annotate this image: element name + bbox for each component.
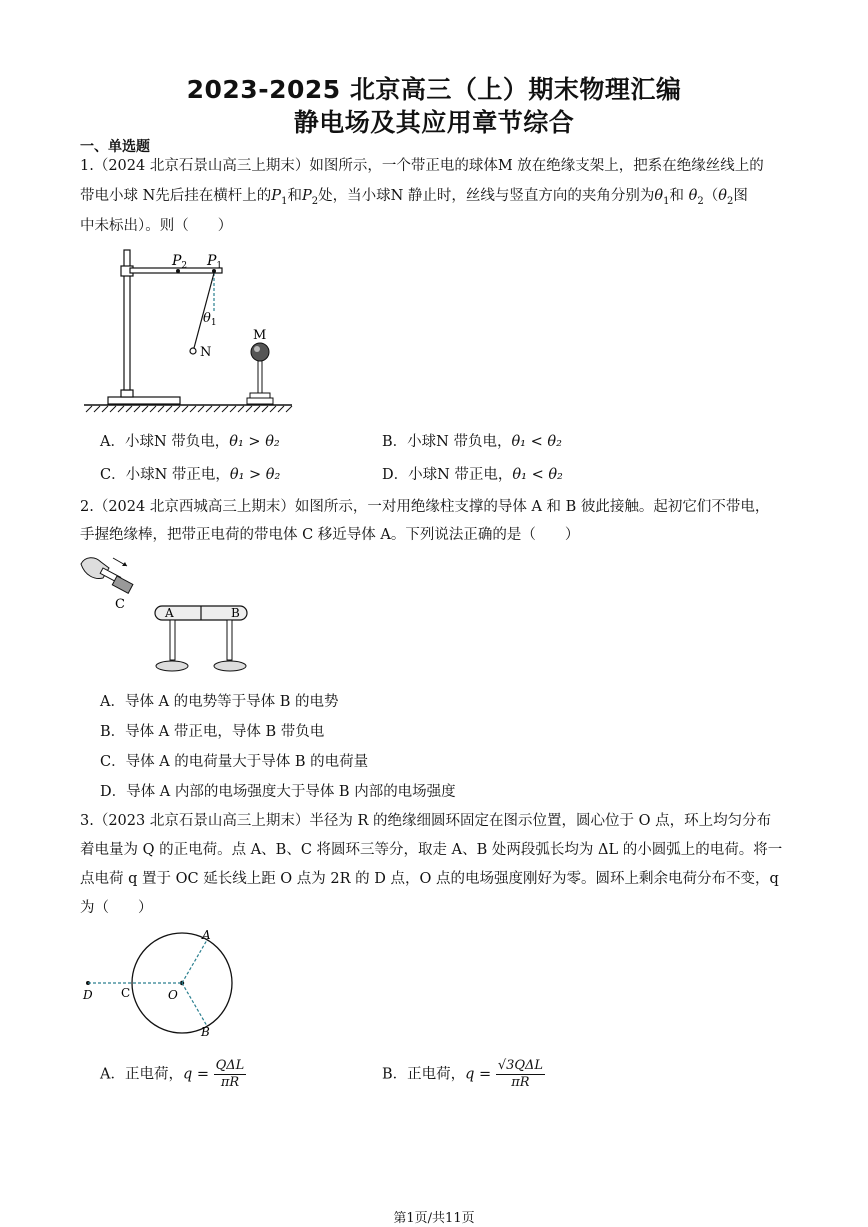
sphere-m — [251, 343, 269, 361]
ground-hatch — [86, 406, 292, 412]
label-o: O — [168, 988, 178, 1002]
charged-body-c — [112, 576, 133, 593]
q1-text-e: （ — [703, 188, 719, 204]
sphere-foot — [247, 398, 273, 404]
point-p1 — [212, 269, 216, 273]
page-footer: 第1页/共11页 — [393, 1211, 475, 1226]
label-n: N — [200, 345, 212, 360]
sphere-highlight — [254, 346, 260, 352]
q1-text-c: 处，当小球N 静止时，丝线与竖直方向的夹角分别为 — [318, 188, 655, 204]
label-m: M — [253, 328, 267, 343]
ball-n — [190, 348, 196, 354]
q3-line3: 点电荷 q 置于 OC 延长线上距 O 点为 2R 的 D 点，O 点的电场强度刚好为零。圆环上剩余电荷分布不变，q — [80, 871, 779, 887]
q3-line1: 3.（2023 北京石景山高三上期末）半径为 R 的绝缘细圆环固定在图示位置，圆心位于 O 点，环上均匀分布 — [80, 813, 772, 829]
q1-option-d[interactable]: D．小球N 带正电，θ₁ < θ₂ — [382, 467, 563, 483]
page-title: 2023-2025 北京高三（上）期末物理汇编 — [186, 75, 682, 104]
q2-line1: 2.（2024 北京西城高三上期末）如图所示，一对用绝缘柱支撑的导体 A 和 B 彼此接触。起初它们不带电， — [80, 499, 770, 515]
q3-line4: 为（ ） — [80, 900, 153, 916]
label-a: A — [165, 606, 174, 620]
q1-line1: 1.（2024 北京石景山高三上期末）如图所示，一个带正电的球体M 放在绝缘支架上，把系在绝缘丝线上的 — [80, 158, 764, 174]
q3-option-b[interactable]: B．正电荷，q = $\frac{\text{√3QΔL}}{\pi R}$ — [382, 1058, 544, 1090]
label-b: B — [201, 1025, 210, 1039]
q1-figure — [80, 240, 300, 418]
label-p1: $P_1$ — [207, 253, 223, 271]
q2-line2: 手握绝缘棒，把带正电荷的带电体 C 移近导体 A。下列说法正确的是（ ） — [80, 527, 580, 543]
section-heading: 一、单选题 — [80, 139, 150, 155]
fraction-b: $\frac{\text{√3QΔL}}{\pi R}$ — [497, 1058, 544, 1090]
q3-option-a[interactable]: A．正电荷，q = $\frac{\text{QΔL}}{\pi R}$ — [100, 1058, 245, 1090]
stand-base — [108, 397, 180, 404]
q1-line2: 带电小球 N先后挂在横杆上的$P_1$和$P_2$处，当小球N 静止时，丝线与竖直方向的夹角分别为$\theta_1$和 $\theta_2(\theta_2$图 — [80, 188, 748, 207]
sphere-base — [250, 393, 270, 398]
q1-text-f: 图 — [733, 188, 748, 204]
label-b: B — [231, 606, 240, 620]
label-c: C — [121, 986, 131, 1000]
label-c: C — [115, 597, 125, 612]
line-ob — [182, 983, 207, 1026]
q2-option-d[interactable]: D．导体 A 内部的电场强度大于导体 B 内部的电场强度 — [100, 784, 456, 800]
q1-option-c[interactable]: C．小球N 带正电，θ₁ > θ₂ — [100, 467, 281, 483]
post-b — [227, 620, 232, 660]
q1-option-b[interactable]: B．小球N 带负电，θ₁ < θ₂ — [382, 434, 562, 450]
q1-line3: 中未标出）。则（ ） — [80, 218, 233, 234]
line-oa — [182, 940, 207, 983]
page-subtitle: 静电场及其应用章节综合 — [293, 108, 575, 137]
stand-foot — [121, 390, 133, 397]
label-p2: $P_2$ — [172, 253, 188, 271]
q2-figure — [75, 550, 260, 678]
q1-text-d: 和 — [669, 188, 684, 204]
label-d: D — [83, 988, 93, 1002]
label-a: A — [202, 928, 211, 942]
point-p2 — [176, 269, 180, 273]
q2-option-c[interactable]: C．导体 A 的电荷量大于导体 B 的电荷量 — [100, 754, 369, 770]
q3-line2: 着电量为 Q 的正电荷。点 A、B、C 将圆环三等分，取走 A、B 处两段弧长均为 ΔL 的小圆弧上的电荷。将一 — [80, 842, 783, 858]
sphere-post — [258, 361, 262, 393]
q1-text-a: 带电小球 N先后挂在横杆上的 — [80, 188, 272, 204]
q2-option-b[interactable]: B．导体 A 带正电，导体 B 带负电 — [100, 724, 325, 740]
post-a — [170, 620, 175, 660]
q3-figure — [78, 925, 248, 1043]
q1-text-b: 和 — [287, 188, 302, 204]
q1-option-a[interactable]: A．小球N 带负电，θ₁ > θ₂ — [100, 434, 280, 450]
label-theta1: $\theta_1$ — [203, 311, 217, 328]
base-b — [214, 661, 246, 671]
fraction-a: $\frac{\text{QΔL}}{\pi R}$ — [215, 1058, 245, 1090]
base-a — [156, 661, 188, 671]
q2-option-a[interactable]: A．导体 A 的电势等于导体 B 的电势 — [100, 694, 339, 710]
